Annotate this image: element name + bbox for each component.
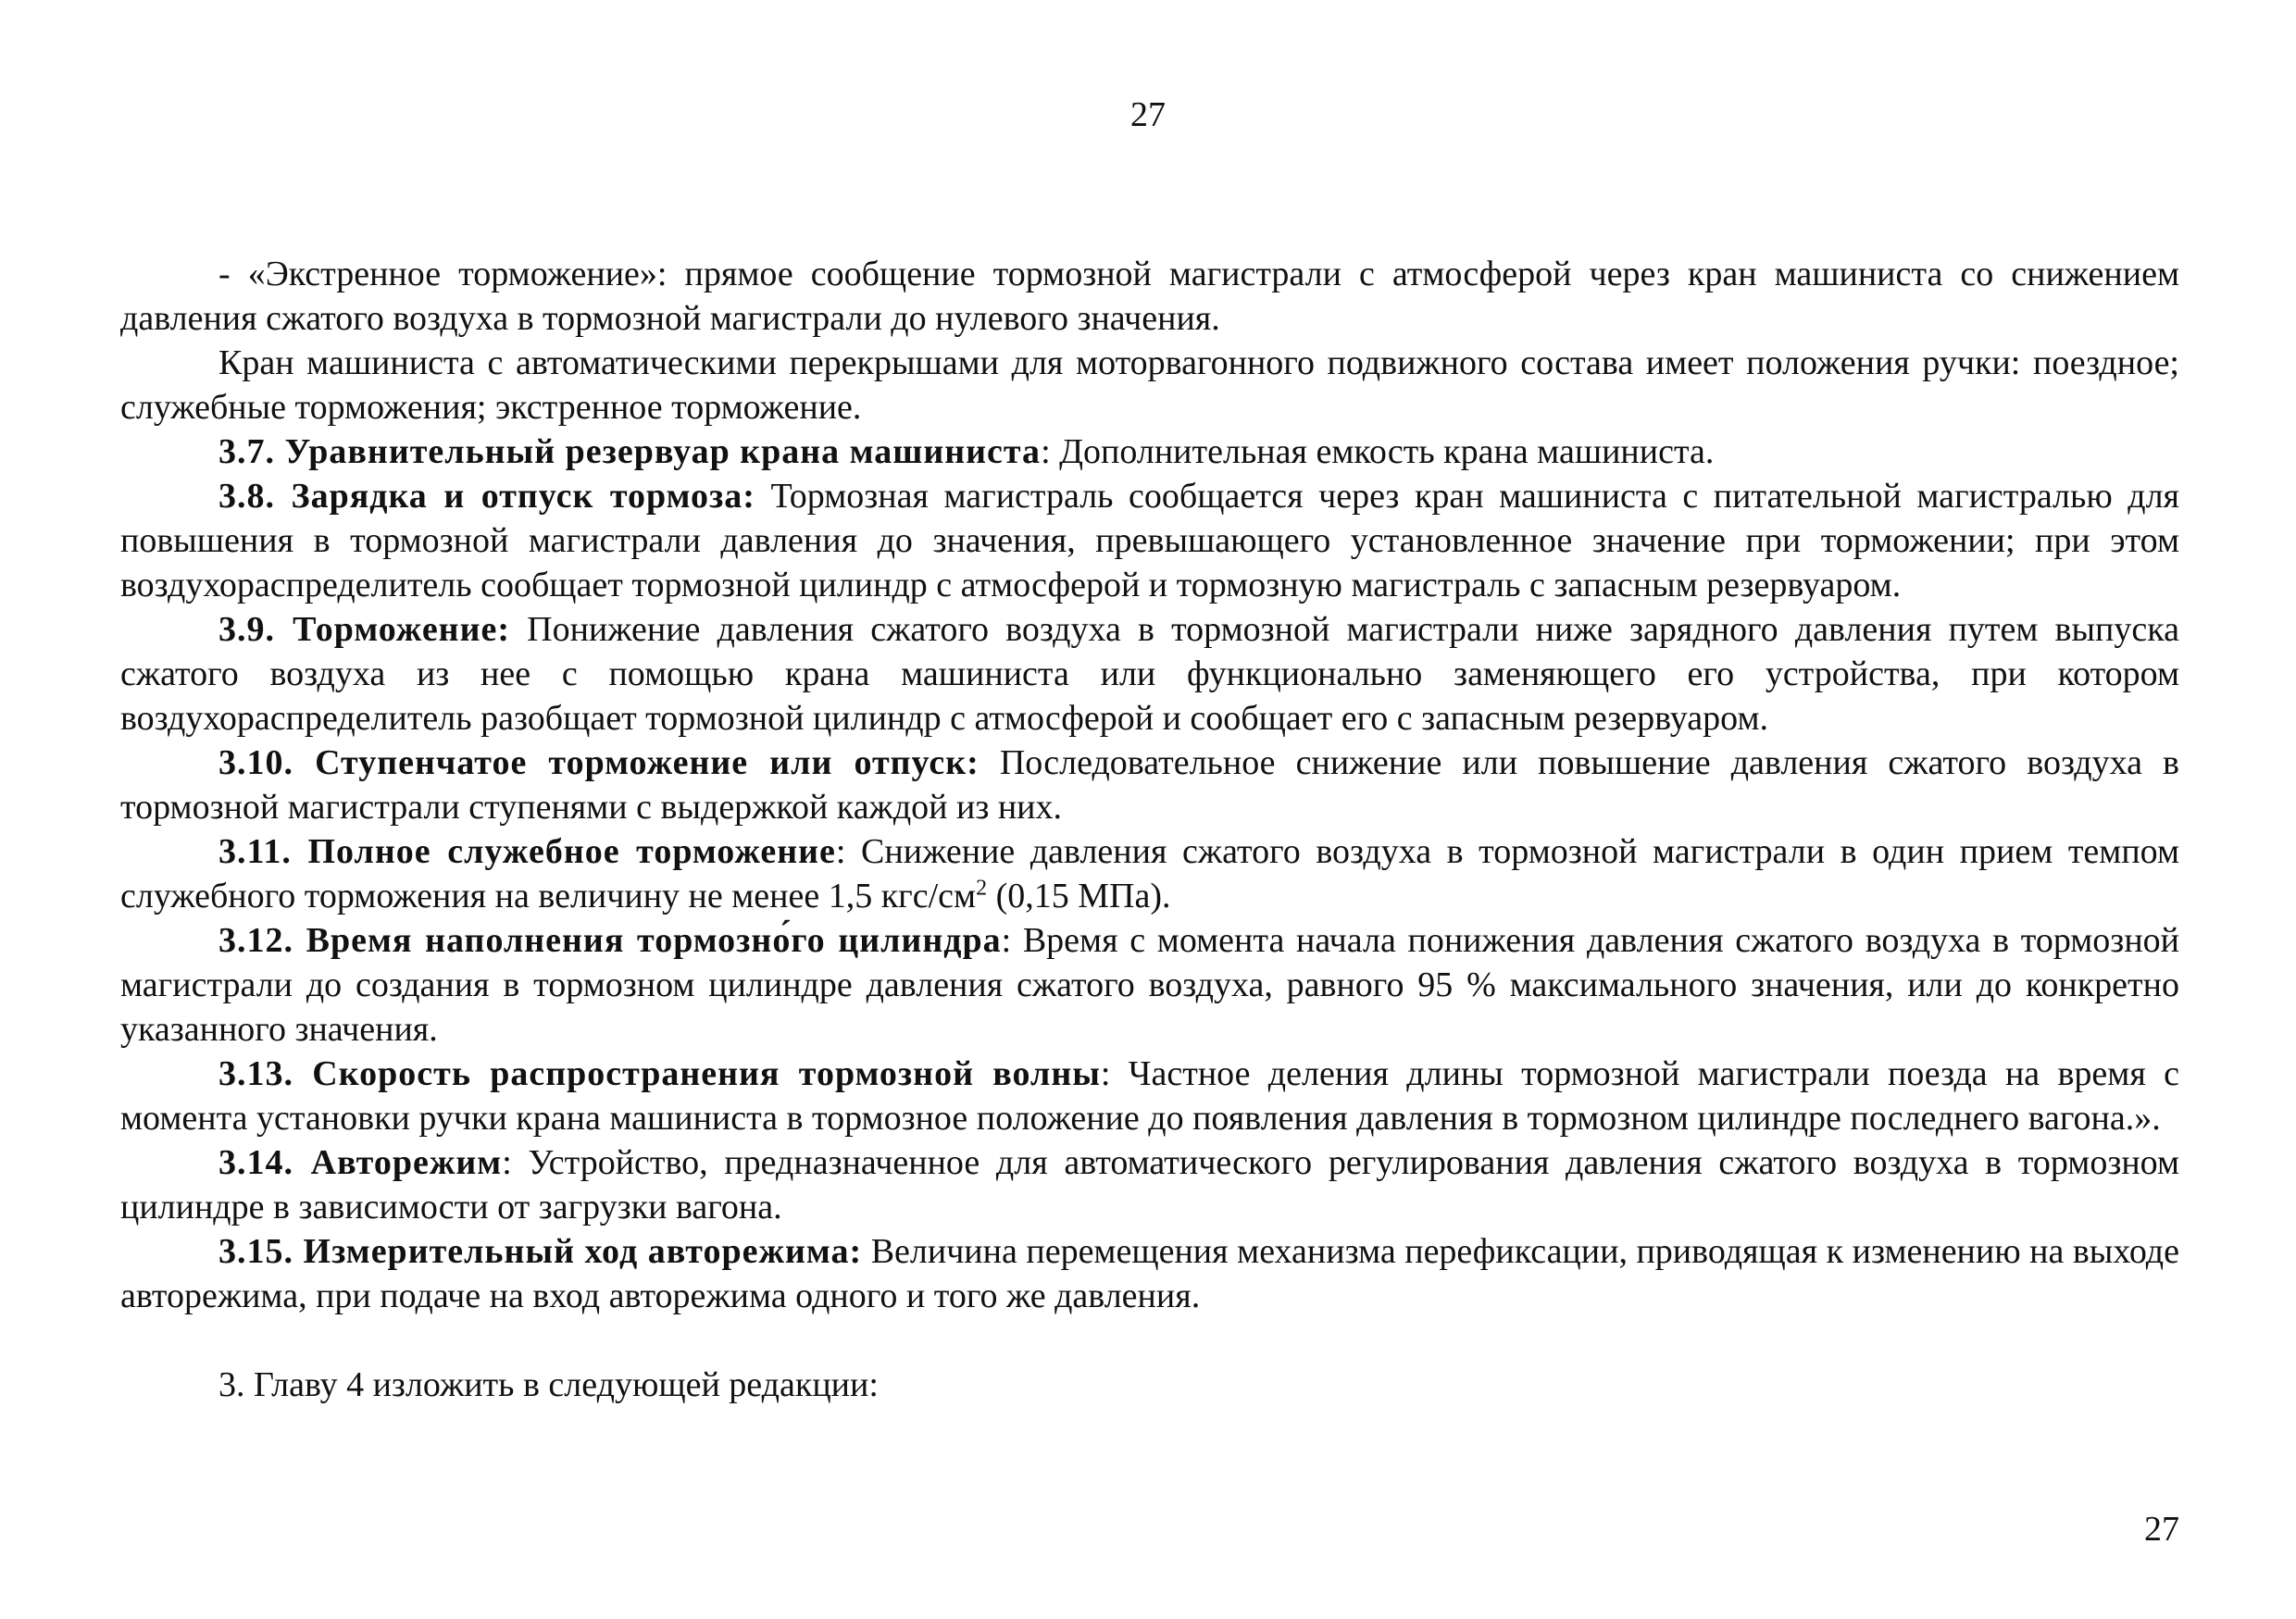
paragraph-3-14 (120, 1140, 2179, 1229)
paragraph-text: Кран машиниста с автоматическими перекрышами для моторвагонного подвижного состава имеет положения ручки: поездное; служебные торможения; экстренное торможение. (120, 343, 2179, 427)
paragraph-3-13 (120, 1052, 2179, 1140)
paragraph-text: : Устройство, предназначенное для автоматического регулирования давления сжатого воздуха в тормозном цилиндре в зависимости от загрузки вагона. (120, 1143, 2179, 1227)
paragraph-3-9 (120, 607, 2179, 741)
paragraph-3-12 (120, 918, 2179, 1052)
term-heading: 3.11. Полное служебное торможение (218, 832, 836, 871)
paragraph-text: : Частное деления длины тормозной магистрали поезда на время с момента установки ручки крана машиниста в тормозное положение до появления давления в тормозном цилиндре последнего вагона.». (120, 1054, 2179, 1138)
paragraph-text: Тормозная магистраль сообщается через кран машиниста с питательной магистралью для повышения в тормозной магистрали давления до значения, превышающего установленное значение при торможении; при этом воздухораспределитель сообщает тормозной цилиндр с атмосферой и тормозную магистраль с запасным резервуаром. (120, 477, 2180, 604)
paragraph-text-after: (0,15 МПа). (987, 877, 1171, 915)
term-heading: 3.12. Время наполнения тормозно́го цилиндра (218, 921, 1002, 960)
paragraph-text: Понижение давления сжатого воздуха в тормозной магистрали ниже зарядного давления путем выпуска сжатого воздуха из нее с помощью крана машиниста или функционально заменяющего его устройства, при котором воздухораспределитель разобщает тормозной цилиндр с атмосферой и сообщает его с запасным резервуаром. (120, 610, 2179, 738)
document-body (120, 252, 2179, 1407)
paragraph-3-10 (120, 741, 2179, 829)
paragraph-text: : Снижение давления сжатого воздуха в тормозной магистрали в один прием темпом служебного торможения на величину не менее 1,5 кгс/см (120, 832, 2180, 915)
closing-paragraph (120, 1363, 2179, 1407)
term-heading: 3.7. Уравнительный резервуар крана машиниста (218, 432, 1042, 471)
paragraph-driver-valve-positions (120, 341, 2179, 430)
page-number-top: 27 (1130, 95, 1166, 134)
paragraph-text: 3. Главу 4 изложить в следующей редакции: (218, 1365, 879, 1404)
superscript: 2 (976, 876, 988, 901)
paragraph-text: Величина перемещения механизма перефиксации, приводящая к изменению на выходе авторежима, при подаче на вход авторежима одного и того же давления. (120, 1232, 2179, 1315)
term-heading: 3.15. Измерительный ход авторежима: (218, 1232, 863, 1271)
paragraph-emergency-braking (120, 252, 2179, 341)
paragraph-text: : Время с момента начала понижения давления сжатого воздуха в тормозной магистрали до создания в тормозном цилиндре давления сжатого воздуха, равного 95 % максимального значения, или до конкретно указанного значения. (120, 921, 2179, 1049)
paragraph-text: : Дополнительная емкость крана машиниста. (1041, 432, 1715, 471)
paragraph-text: - «Экстренное торможение»: прямое сообщение тормозной магистрали с атмосферой через кран машиниста со снижением давления сжатого воздуха в тормозной магистрали до нулевого значения. (120, 255, 2179, 338)
term-heading: 3.13. Скорость распространения тормозной волны (218, 1054, 1101, 1093)
term-heading: 3.8. Зарядка и отпуск тормоза: (218, 477, 755, 516)
paragraph-3-11 (120, 829, 2179, 918)
spacer (120, 1318, 2179, 1363)
paragraph-text: Последовательное снижение или повышение давления сжатого воздуха в тормозной магистрали ступенями с выдержкой каждой из них. (120, 743, 2180, 827)
term-heading: 3.9. Торможение: (218, 610, 510, 649)
page-number-bottom: 27 (2144, 1510, 2179, 1549)
paragraph-3-8 (120, 474, 2179, 607)
term-heading: 3.14. Авторежим (218, 1143, 503, 1182)
paragraph-3-15 (120, 1229, 2179, 1318)
term-heading: 3.10. Ступенчатое торможение или отпуск: (218, 743, 980, 782)
paragraph-3-7 (120, 430, 2179, 474)
